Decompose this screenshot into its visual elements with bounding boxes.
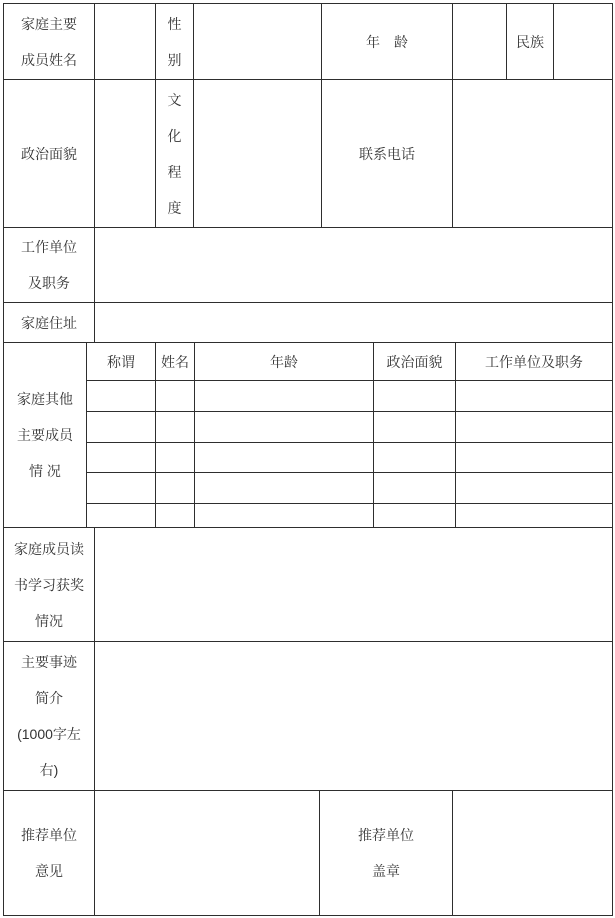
age-label-cell (322, 4, 453, 80)
deeds-input-cell (95, 642, 613, 791)
member-age-cell (195, 504, 374, 528)
gender-label-cell (156, 4, 194, 80)
member-header-political (374, 343, 456, 381)
work-unit-label-cell (4, 228, 95, 303)
member-age-cell (195, 412, 374, 443)
row-work-unit (4, 228, 613, 303)
member-name-cell (156, 412, 195, 443)
education-level-label-cell (156, 80, 194, 228)
political-status-input-cell (95, 80, 156, 228)
member-header-name-label: 姓名 (161, 353, 189, 370)
member-row (87, 381, 613, 412)
deeds-label-line2: 简介 (35, 690, 63, 706)
section-awards (4, 528, 613, 642)
recommendation-seal-label-line2: 盖章 (372, 863, 400, 879)
member-header-political-label: 政治面貌 (386, 353, 443, 370)
deeds-label-cell (4, 642, 95, 791)
primary-member-name-label-cell (4, 4, 95, 80)
primary-member-name-label-line2: 成员姓名 (21, 51, 77, 68)
education-label-char1: 文 (167, 91, 182, 108)
recommendation-opinion-input-cell (95, 791, 320, 916)
awards-label-line2: 书学习获奖 (14, 576, 84, 593)
member-row (87, 443, 613, 473)
member-header-age (195, 343, 374, 381)
member-political-cell (374, 443, 456, 473)
row-home-address (4, 303, 613, 343)
awards-label-line1: 家庭成员读 (14, 540, 84, 557)
other-members-label-line2: 主要成员 (17, 427, 73, 443)
member-age-cell (195, 381, 374, 412)
ethnicity-input-cell (554, 4, 613, 80)
work-unit-label-line1: 工作单位 (21, 239, 77, 255)
phone-label-cell (322, 80, 453, 228)
member-title-cell (87, 412, 156, 443)
ethnicity-label-cell (507, 4, 554, 80)
other-members-label-cell (4, 343, 87, 528)
other-members-subtable (87, 343, 613, 528)
phone-label: 联系电话 (359, 145, 415, 162)
member-header-title (87, 343, 156, 381)
row-primary-member (4, 4, 613, 80)
recommendation-seal-input-cell (453, 791, 613, 916)
education-label-char4: 度 (167, 199, 182, 216)
age-label: 年 龄 (366, 33, 408, 50)
home-address-label: 家庭住址 (21, 314, 77, 331)
member-political-cell (374, 381, 456, 412)
member-age-cell (195, 443, 374, 473)
section-deeds (4, 642, 613, 791)
member-header-title-label: 称谓 (107, 353, 135, 370)
row-political-status (4, 80, 613, 228)
other-members-label-line1: 家庭其他 (17, 391, 73, 407)
member-row (87, 504, 613, 528)
member-work-cell (456, 473, 613, 504)
member-title-cell (87, 443, 156, 473)
member-title-cell (87, 504, 156, 528)
member-political-cell (374, 473, 456, 504)
deeds-label-line3: (1000字左 (17, 726, 81, 742)
member-row (87, 473, 613, 504)
member-header-work-label: 工作单位及职务 (485, 353, 583, 370)
gender-label-char2: 别 (167, 51, 182, 68)
gender-label-char1: 性 (167, 15, 182, 32)
member-header-row (87, 343, 613, 381)
political-status-label: 政治面貌 (21, 145, 77, 162)
education-label-char2: 化 (167, 127, 182, 144)
recommendation-opinion-label-line2: 意见 (35, 863, 63, 879)
recommendation-seal-label-line1: 推荐单位 (358, 827, 414, 843)
education-level-input-cell (194, 80, 322, 228)
member-header-work (456, 343, 613, 381)
political-status-label-cell (4, 80, 95, 228)
home-address-label-cell (4, 303, 95, 343)
other-members-label-line3: 情 况 (29, 463, 61, 479)
member-name-cell (156, 473, 195, 504)
member-political-cell (374, 504, 456, 528)
recommendation-opinion-label-line1: 推荐单位 (21, 827, 77, 843)
member-title-cell (87, 473, 156, 504)
awards-label-line3: 情况 (35, 612, 63, 629)
section-recommendation (4, 791, 613, 916)
section-other-members (4, 343, 613, 528)
home-address-input-cell (95, 303, 613, 343)
member-header-age-label: 年龄 (270, 353, 298, 370)
member-name-cell (156, 443, 195, 473)
member-title-cell (87, 381, 156, 412)
education-label-char3: 程 (167, 163, 182, 180)
member-row (87, 412, 613, 443)
recommendation-seal-label-cell (320, 791, 453, 916)
member-work-cell (456, 412, 613, 443)
recommendation-opinion-label-cell (4, 791, 95, 916)
member-work-cell (456, 381, 613, 412)
application-form-table (3, 3, 613, 916)
deeds-label-line1: 主要事迹 (21, 654, 77, 670)
member-name-cell (156, 504, 195, 528)
member-political-cell (374, 412, 456, 443)
work-unit-label-line2: 及职务 (28, 275, 70, 291)
member-work-cell (456, 443, 613, 473)
member-header-name (156, 343, 195, 381)
phone-input-cell (453, 80, 613, 228)
primary-member-name-input-cell (95, 4, 156, 80)
work-unit-input-cell (95, 228, 613, 303)
gender-input-cell (194, 4, 322, 80)
member-name-cell (156, 381, 195, 412)
age-input-cell (453, 4, 507, 80)
member-age-cell (195, 473, 374, 504)
primary-member-name-label-line1: 家庭主要 (21, 15, 77, 32)
deeds-label-line4: 右) (39, 762, 59, 778)
member-work-cell (456, 504, 613, 528)
awards-label-cell (4, 528, 95, 642)
awards-input-cell (95, 528, 613, 642)
ethnicity-label: 民族 (516, 33, 544, 50)
